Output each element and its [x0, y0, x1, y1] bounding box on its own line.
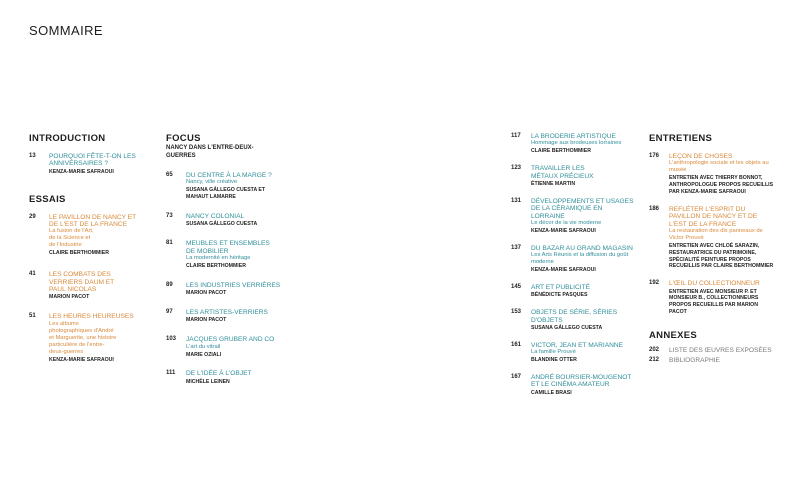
- page-number: 29: [29, 213, 36, 220]
- entry-author: KENZA-MARIE SAFRAOUI: [49, 168, 114, 175]
- entry-author: BLANDINE OTTER: [531, 357, 577, 364]
- entry-title: REFLÉTER L'ESPRIT DU PAVILLON DE NANCY ET DE L'EST DE LA FRANCE: [669, 205, 758, 228]
- page-number: 73: [166, 213, 173, 219]
- entry-subtitle: Nancy, ville créative: [186, 179, 238, 186]
- toc-entry[interactable]: [649, 153, 775, 196]
- page-number: 212: [649, 357, 660, 364]
- entry-author: ENTRETIEN AVEC THIERRY BONNOT, ANTHROPOLOGUE PROPOS RECUEILLIS PAR KENZA-MARIE SAFRAOUI: [669, 175, 774, 195]
- entry-subtitle: L'art du vitrail: [186, 343, 221, 350]
- entry-author: MARIE OZIALI: [186, 351, 222, 358]
- entry-title: L'ŒIL DU COLLECTIONNEUR: [669, 280, 760, 288]
- page-number: 81: [166, 240, 173, 247]
- page-number: 103: [166, 336, 177, 343]
- toc-entry[interactable]: [511, 133, 637, 155]
- entry-author: MARION PACOT: [49, 294, 90, 301]
- column-focus: [166, 133, 284, 395]
- page-title: SOMMAIRE: [29, 23, 103, 38]
- entry-title: OBJETS DE SÉRIE, SÉRIES D'OBJETS: [531, 309, 618, 324]
- section-title-entretiens: ENTRETIENS: [649, 133, 713, 144]
- entry-subtitle: Hommage aux brodeuses lorraines: [531, 140, 622, 147]
- entry-subtitle: Le décor de la vie moderne: [531, 220, 602, 227]
- page-number: 202: [649, 346, 660, 353]
- toc-entry[interactable]: [29, 214, 141, 258]
- page-number: 41: [29, 271, 36, 278]
- entry-author: SUSANA GÁLLEGO CUESTA ET MAHAUT LAMARRE: [186, 187, 266, 201]
- entry-title: LES HEURES HEUREUSES: [49, 313, 134, 321]
- entry-title: DE L'IDÉE À L'OBJET: [186, 370, 252, 378]
- page-number: 65: [166, 172, 173, 178]
- entry-author: MARION PACOT: [186, 317, 227, 324]
- toc-entry[interactable]: [511, 245, 637, 274]
- entry-title: LISTE DES ŒUVRES EXPOSÉES: [669, 346, 772, 354]
- entry-title: VICTOR, JEAN ET MARIANNE: [531, 341, 624, 349]
- column-entretiens-annexes: [649, 133, 775, 374]
- entry-title: LEÇON DE CHOSES: [669, 153, 733, 160]
- section-subtitle-focus: NANCY DANS L'ENTRE-DEUX-GUERRES: [166, 145, 254, 159]
- entry-title: NANCY COLONIAL: [186, 213, 245, 220]
- entry-subtitle: L'anthropologie sociale et les objets au musée: [669, 160, 769, 174]
- page-number: 111: [166, 370, 176, 377]
- entry-title: ANDRÉ BOURSIER-MOUGENOT ET LE CINÉMA AMATEUR: [531, 374, 632, 389]
- entry-author: ENTRETIEN AVEC MONSIEUR P. ET MONSIEUR B., COLLECTIONNEURS PROPOS RECUEILLIS PAR MARION PACOT: [669, 288, 759, 315]
- entry-author: MICHÈLE LEINEN: [186, 378, 230, 385]
- toc-entry[interactable]: [166, 282, 284, 297]
- page-number: 51: [29, 313, 36, 320]
- toc-entry[interactable]: [29, 313, 141, 363]
- toc-entry[interactable]: [511, 165, 637, 188]
- entry-subtitle: La restauration des dix panneaux de Victor Prouvé: [669, 228, 763, 242]
- entry-author: ENTRETIEN AVEC CHLOÉ SARAZIN, RESTAURATRICE DU PATRIMOINE, SPÉCIALITÉ PEINTURE PROPOS RECUEILLIS PAR CLAIRE BERTHOMMIER: [669, 243, 774, 270]
- toc-entry[interactable]: [649, 280, 775, 316]
- entry-title: DU CENTRE À LA MARGE ?: [186, 172, 272, 179]
- section-title-annexes: ANNEXES: [649, 329, 698, 341]
- entry-subtitle: La famille Prouvé: [531, 349, 576, 356]
- toc-entry[interactable]: [511, 309, 637, 332]
- toc-entry[interactable]: [649, 206, 775, 270]
- entry-author: KENZA-MARIE SAFRAOUI: [531, 267, 596, 274]
- page-number: 117: [511, 133, 521, 139]
- entry-subtitle: Les Arts Réunis et la diffusion du goût moderne: [531, 252, 629, 266]
- section-title-focus: FOCUS: [166, 133, 201, 144]
- toc-entry[interactable]: [166, 213, 284, 228]
- page-number: 192: [649, 280, 660, 287]
- entry-title: LA BRODERIE ARTISTIQUE: [531, 133, 616, 140]
- entry-subtitle: La fusion de l'Art, de la Science et de l'Industrie: [49, 228, 94, 249]
- entry-subtitle: Les albums photographiques d'André et Marguerite, une histoire particulière de l'entre-deux-guerres: [49, 320, 117, 355]
- entry-title: BIBLIOGRAPHIE: [669, 357, 720, 365]
- page-number: 131: [511, 197, 522, 204]
- toc-entry[interactable]: [166, 336, 284, 358]
- entry-subtitle: La modernité en héritage: [186, 255, 251, 262]
- toc-entry[interactable]: [166, 172, 284, 201]
- entry-author: CAMILLE BRASI: [531, 389, 572, 396]
- column-intro-essais: [29, 133, 141, 372]
- entry-title: LES INDUSTRIES VERRIÈRES: [186, 281, 281, 289]
- entry-title: POURQUOI FÊTE-T-ON LES ANNIVERSAIRES ?: [49, 153, 136, 168]
- entry-title: LE PAVILLON DE NANCY ET DE L'EST DE LA FRANCE: [49, 213, 137, 229]
- entry-author: SUSANA GÁLLEGO CUESTA: [531, 325, 603, 332]
- page-number: 153: [511, 309, 522, 316]
- entry-author: ÉTIENNE MARTIN: [531, 181, 576, 188]
- entry-author: SUSANA GÁLLEGO CUESTA: [186, 221, 258, 228]
- toc-entry[interactable]: [166, 240, 284, 270]
- page-number: 167: [511, 374, 522, 381]
- page-number: 137: [511, 244, 522, 251]
- entry-author: BÉNÉDICTE PASQUES: [531, 292, 588, 299]
- page-number: 97: [166, 309, 173, 316]
- toc-entry[interactable]: [649, 357, 775, 364]
- toc-entry[interactable]: [649, 347, 775, 354]
- entry-title: MEUBLES ET ENSEMBLES DE MOBILIER: [186, 240, 270, 255]
- page-number: 145: [511, 284, 522, 291]
- page-number: 123: [511, 165, 522, 172]
- column-focus-continued: [511, 133, 637, 406]
- toc-entry[interactable]: [511, 284, 637, 299]
- page-number: 186: [649, 205, 660, 212]
- section-title-essais: ESSAIS: [29, 193, 66, 205]
- entry-author: CLAIRE BERTHOMMIER: [49, 250, 109, 257]
- entry-title: DU BAZAR AU GRAND MAGASIN: [531, 244, 633, 252]
- toc-entry[interactable]: [166, 309, 284, 324]
- entry-author: CLAIRE BERTHOMMIER: [531, 148, 591, 155]
- entry-title: DÉVELOPPEMENTS ET USAGES DE LA CÉRAMIQUE EN LORRAINE: [531, 197, 634, 220]
- entry-author: KENZA-MARIE SAFRAOUI: [49, 356, 114, 363]
- entry-title: TRAVAILLER LES MÉTAUX PRÉCIEUX: [531, 165, 594, 180]
- page-number: 89: [166, 281, 173, 288]
- toc-entry[interactable]: [29, 153, 141, 176]
- entry-title: JACQUES GRUBER AND CO: [186, 336, 275, 344]
- entry-title: LES COMBATS DES VERRIERS DAUM ET PAUL NICOLAS: [49, 271, 115, 294]
- toc-entry[interactable]: [511, 198, 637, 235]
- page-number: 13: [29, 153, 36, 159]
- toc-entry[interactable]: [511, 342, 637, 364]
- entry-author: MARION PACOT: [186, 290, 227, 297]
- entry-author: KENZA-MARIE SAFRAOUI: [531, 228, 596, 235]
- page-number: 161: [511, 341, 522, 348]
- toc-entry[interactable]: [511, 374, 637, 397]
- toc-entry[interactable]: [29, 271, 141, 301]
- entry-author: CLAIRE BERTHOMMIER: [186, 263, 246, 270]
- toc-entry[interactable]: [166, 370, 284, 385]
- entry-title: ART ET PUBLICITÉ: [531, 284, 590, 292]
- section-title-introduction: INTRODUCTION: [29, 133, 106, 144]
- page-number: 176: [649, 153, 660, 159]
- entry-title: LES ARTISTES-VERRIERS: [186, 309, 268, 317]
